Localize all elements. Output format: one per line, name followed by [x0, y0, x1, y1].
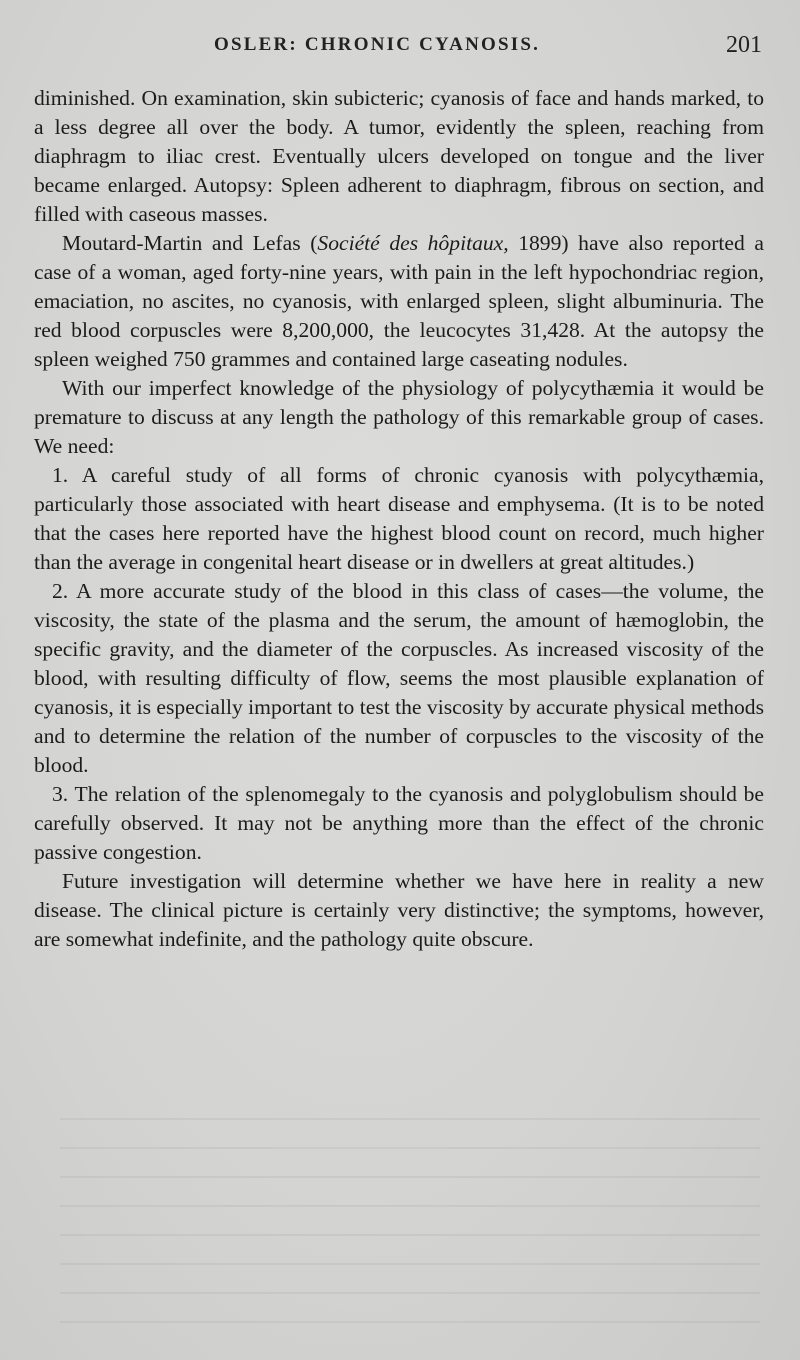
page-number: 201	[726, 32, 762, 58]
paragraph-case-continuation: diminished. On examination, skin subicteric; cyanosis of face and hands marked, to a less degree all over the body. A tumor, evidently the spleen, reaching from diaphragm to iliac crest. Eventually ulcers developed on tongue and the liver became enlarged. Autopsy: Spleen adherent to diaphragm, fibrous on section, and filled with caseous masses.	[34, 86, 764, 226]
paragraph-moutard-martin-case	[34, 229, 764, 374]
journal-citation: Société des hôpitaux,	[317, 231, 509, 255]
running-head: OSLER: CHRONIC CYANOSIS.	[214, 34, 541, 55]
paragraph-text: Moutard-Martin and Lefas (	[62, 231, 318, 255]
body-text	[34, 84, 764, 954]
page-header	[0, 32, 800, 62]
list-item-1: 1. A careful study of all forms of chronic cyanosis with polycythæmia, particularly those associated with heart disease and emphysema. (It is to be noted that the cases here reported have the highest blood count on record, much higher than the average in congenital heart disease or in dwellers at great altitudes.)	[34, 463, 764, 574]
list-item-2: 2. A more accurate study of the blood in this class of cases—the volume, the viscosity, the state of the plasma and the serum, the amount of hæmoglobin, the specific gravity, and the diameter of the corpuscles. As increased viscosity of the blood, with resulting difficulty of flow, seems the most plausible explanation of cyanosis, it is especially important to test the viscosity by accurate physical methods and to determine the relation of the number of corpuscles to the viscosity of the blood.	[34, 579, 764, 777]
paragraph-future-investigation: Future investigation will determine whether we have here in reality a new disease. The clinical picture is certainly very distinctive; the symptoms, however, are somewhat indefinite, and the pathology quite obscure.	[34, 869, 764, 951]
paragraph-text: 1899) have also reported a case of a woman, aged forty-nine years, with pain in the left hypochondriac region, emaciation, no ascites, no cyanosis, with enlarged spleen, slight albuminuria. The red blood corpuscles were 8,200,000, the leucocytes 31,428. At the autopsy the spleen weighed 750 grammes and contained large caseating nodules.	[34, 231, 764, 371]
list-item-3: 3. The relation of the splenomegaly to the cyanosis and polyglobulism should be carefully observed. It may not be anything more than the effect of the chronic passive congestion.	[34, 782, 764, 864]
show-through-texture	[60, 1100, 760, 1340]
paragraph-imperfect-knowledge: With our imperfect knowledge of the physiology of polycythæmia it would be premature to discuss at any length the pathology of this remarkable group of cases. We need:	[34, 376, 764, 458]
